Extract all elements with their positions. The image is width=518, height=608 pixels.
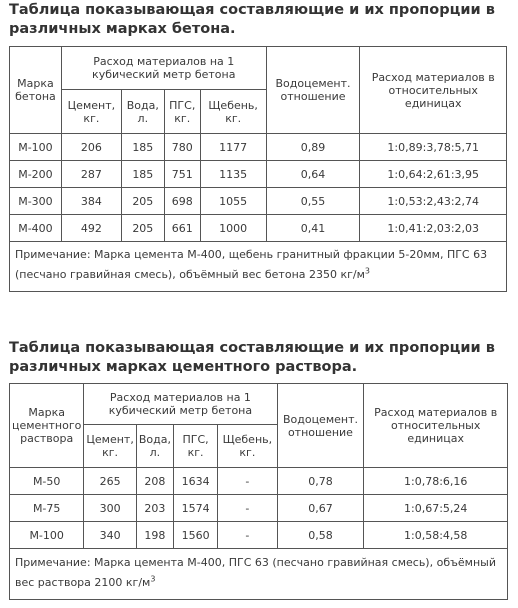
header-cement: Цемент, кг. [61,90,121,134]
cell-water-cement: 0,55 [266,188,360,215]
table-note [10,242,507,292]
cell-water-cement: 0,64 [266,161,360,188]
cell-water: 205 [121,188,164,215]
cell-grade: М-100 [10,522,84,549]
cell-sand-gravel: 780 [164,134,200,161]
table-row [10,215,507,242]
concrete-proportions-table [9,46,507,292]
table-row [10,188,507,215]
table2-title: Таблица показывающая составляющие и их пропорции в различных марках цементного раствора. [9,340,495,375]
cell-water: 198 [136,522,173,549]
table-header-row [10,47,507,90]
cell-ratio: 1:0,41:2,03:2,03 [360,215,507,242]
table-row [10,495,508,522]
cell-cement: 287 [61,161,121,188]
cell-sand-gravel: 661 [164,215,200,242]
mortar-proportions-table [9,383,508,600]
table-header-row [10,384,508,425]
header-sand-gravel: ПГС, кг. [173,425,217,468]
cell-crushed-stone: 1177 [200,134,266,161]
table-note-row [10,549,508,600]
table-row [10,522,508,549]
cell-water-cement: 0,67 [277,495,364,522]
header-crushed-stone: Щебень, кг. [218,425,277,468]
table-note [10,549,508,600]
cell-grade: М-50 [10,468,84,495]
cell-grade: М-400 [10,215,62,242]
note-text: Примечание: Марка цемента М-400, ПГС 63 (песчано гравийная смесь), объёмный вес раствора 2100 кг/м [15,555,496,589]
header-sand-gravel: ПГС, кг. [164,90,200,134]
cell-grade: М-300 [10,188,62,215]
note-text: Примечание: Марка цемента М-400, щебень гранитный фракции 5-20мм, ПГС 63 (песчано гравийная смесь), объёмный вес бетона 2350 кг/м [15,248,488,281]
cell-crushed-stone: - [218,468,277,495]
table-row [10,468,508,495]
cell-cement: 206 [61,134,121,161]
cell-sand-gravel: 698 [164,188,200,215]
cell-cement: 492 [61,215,121,242]
header-relative-ratio: Расход материалов в относительных единицах [364,384,508,468]
cell-ratio: 1:0,67:5,24 [364,495,508,522]
cell-crushed-stone: - [218,522,277,549]
cell-crushed-stone: 1055 [200,188,266,215]
header-water: Вода, л. [121,90,164,134]
header-water-cement-ratio: Водоцемент. отношение [277,384,364,468]
header-water-cement-ratio: Водоцемент. отношение [266,47,360,134]
cell-ratio: 1:0,58:4,58 [364,522,508,549]
note-superscript: 3 [150,573,156,583]
cell-water-cement: 0,78 [277,468,364,495]
header-material-usage: Расход материалов на 1 кубический метр бетона [61,47,266,90]
header-material-usage: Расход материалов на 1 кубический метр бетона [84,384,277,425]
cell-water: 185 [121,161,164,188]
cell-water: 205 [121,215,164,242]
cell-water-cement: 0,89 [266,134,360,161]
cell-sand-gravel: 1634 [173,468,217,495]
note-superscript: 3 [364,266,371,276]
cell-grade: М-75 [10,495,84,522]
header-crushed-stone: Щебень, кг. [200,90,266,134]
cell-water: 208 [136,468,173,495]
table-note-row [10,242,507,292]
cell-grade: М-200 [10,161,62,188]
cell-sand-gravel: 751 [164,161,200,188]
header-water: Вода, л. [136,425,173,468]
cell-cement: 384 [61,188,121,215]
cell-cement: 265 [84,468,136,495]
cell-ratio: 1:0,78:6,16 [364,468,508,495]
cell-sand-gravel: 1574 [173,495,217,522]
cell-ratio: 1:0,53:2,43:2,74 [360,188,507,215]
header-grade: Марка цементного раствора [10,384,84,468]
table-row [10,161,507,188]
cell-ratio: 1:0,64:2,61:3,95 [360,161,507,188]
cell-crushed-stone: - [218,495,277,522]
cell-water: 185 [121,134,164,161]
table1-title: Таблица показывающая составляющие и их пропорции в различных марках бетона. [9,2,495,37]
cell-crushed-stone: 1000 [200,215,266,242]
cell-grade: М-100 [10,134,62,161]
header-cement: Цемент, кг. [84,425,136,468]
cell-crushed-stone: 1135 [200,161,266,188]
header-grade: Марка бетона [10,47,62,134]
cell-ratio: 1:0,89:3,78:5,71 [360,134,507,161]
cell-cement: 340 [84,522,136,549]
cell-water: 203 [136,495,173,522]
cell-water-cement: 0,58 [277,522,364,549]
table-row [10,134,507,161]
cell-sand-gravel: 1560 [173,522,217,549]
cell-water-cement: 0,41 [266,215,360,242]
cell-cement: 300 [84,495,136,522]
header-relative-ratio: Расход материалов в относительных единицах [360,47,507,134]
